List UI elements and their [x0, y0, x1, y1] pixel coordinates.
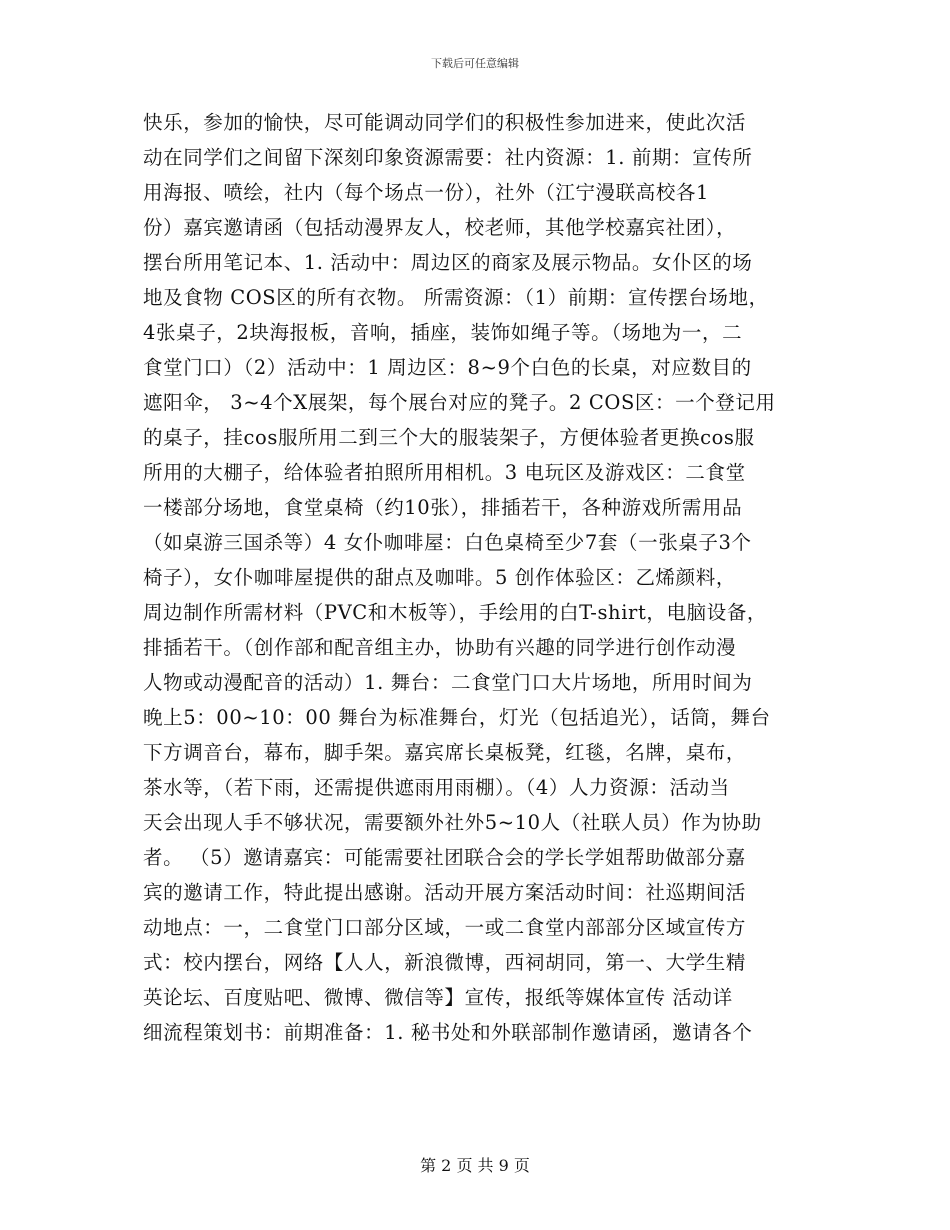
- text-line: 4张桌子，2块海报板，音响，插座，装饰如绳子等。（场地为一，二: [143, 321, 743, 344]
- text-line: 者。 （5）邀请嘉宾：可能需要社团联合会的学长学姐帮助做部分嘉: [143, 846, 746, 869]
- text-line: 晚上5：00~10：00 舞台为标准舞台，灯光（包括追光），话筒，舞台: [143, 706, 771, 729]
- text-line: 天会出现人手不够状况，需要额外社外5~10人（社联人员）作为协助: [143, 811, 762, 834]
- text-line: 椅子），女仆咖啡屋提供的甜点及咖啡。5 创作体验区：乙烯颜料，: [143, 566, 736, 589]
- text-line: 遮阳伞， 3~4个X展架，每个展台对应的凳子。2 COS区：一个登记用: [143, 391, 776, 414]
- text-line: 周边制作所需材料（PVC和木板等），手绘用的白T-shirt，电脑设备，: [143, 601, 768, 624]
- text-line: 快乐，参加的愉快，尽可能调动同学们的积极性参加进来，使此次活: [143, 111, 747, 134]
- text-line: 一楼部分场地，食堂桌椅（约10张），排插若干，各种游戏所需用品: [143, 496, 743, 519]
- text-line: （如桌游三国杀等）4 女仆咖啡屋：白色桌椅至少7套（一张桌子3个: [143, 531, 752, 554]
- text-line: 人物或动漫配音的活动）1. 舞台：二食堂门口大片场地，所用时间为: [143, 671, 753, 694]
- text-line: 细流程策划书：前期准备：1. 秘书处和外联部制作邀请函，邀请各个: [143, 1021, 753, 1044]
- text-line: 排插若干。（创作部和配音组主办，协助有兴趣的同学进行创作动漫: [143, 636, 737, 659]
- document-body: [143, 105, 843, 1050]
- text-line: 式：校内摆台，网络【人人，新浪微博，西祠胡同，第一、大学生精: [143, 951, 747, 974]
- text-line: 动地点：一，二食堂门口部分区域，一或二食堂内部部分区域宣传方: [143, 916, 747, 939]
- text-line: 宾的邀请工作，特此提出感谢。活动开展方案活动时间：社巡期间活: [143, 881, 747, 904]
- page-number: 第 2 页 共 9 页: [420, 1156, 530, 1175]
- page-header: 下载后可任意编辑: [431, 57, 519, 70]
- text-line: 英论坛、百度贴吧、微博、微信等】宣传，报纸等媒体宣传 活动详: [143, 986, 733, 1009]
- text-line: 动在同学们之间留下深刻印象资源需要：社内资源：1. 前期：宣传所: [143, 146, 753, 169]
- text-line: 份）嘉宾邀请函（包括动漫界友人，校老师，其他学校嘉宾社团），: [143, 216, 737, 239]
- text-line: 茶水等，（若下雨，还需提供遮雨用雨棚）。（4）人力资源：活动当: [143, 776, 730, 799]
- text-line: 用海报、喷绘，社内（每个场点一份），社外（江宁漫联高校各1: [143, 181, 710, 204]
- text-line: 食堂门口）（2）活动中：1 周边区：8~9个白色的长桌，对应数目的: [143, 356, 752, 379]
- text-line: 地及食物 COS区的所有衣物。 所需资源：（1）前期：宣传摆台场地，: [143, 286, 769, 309]
- text-line: 所用的大棚子，给体验者拍照所用相机。3 电玩区及游戏区：二食堂: [143, 461, 746, 484]
- text-line: 的桌子，挂cos服所用二到三个大的服装架子，方便体验者更换cos服: [143, 426, 755, 449]
- text-line: 摆台所用笔记本、1. 活动中：周边区的商家及展示物品。女仆区的场: [143, 251, 753, 274]
- text-line: 下方调音台，幕布，脚手架。嘉宾席长桌板凳，红毯，名牌，桌布，: [143, 741, 747, 764]
